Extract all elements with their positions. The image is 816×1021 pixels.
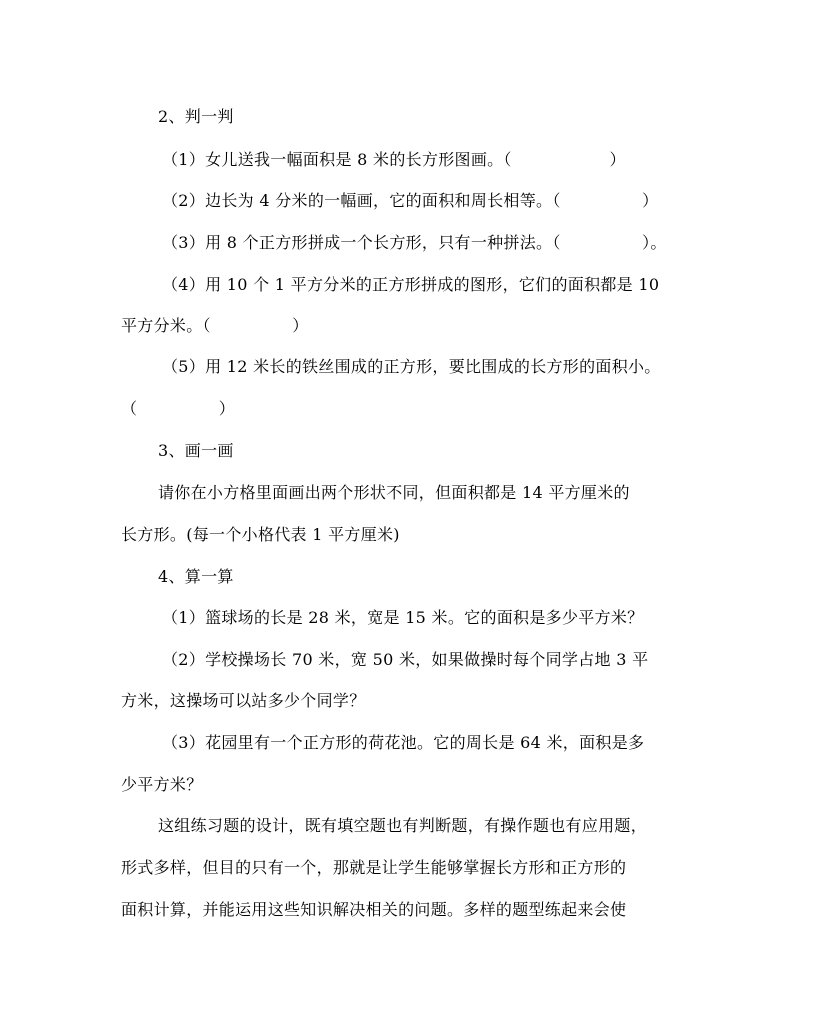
judge-question-5-line-1: （5）用 12 米长的铁丝围成的正方形，要比围成的长方形的面积小。: [162, 357, 661, 376]
draw-question-line-2: 长方形。(每一个小格代表 1 平方厘米): [121, 525, 400, 544]
section-3-heading: 3、画一画: [158, 441, 234, 460]
paragraph-line-1: 这组练习题的设计，既有填空题也有判断题，有操作题也有应用题，: [158, 816, 648, 835]
judge-question-4-line-2: 平方分米。（ ）: [121, 316, 309, 335]
judge-question-4-line-1: （4）用 10 个 1 平方分米的正方形拼成的图形，它们的面积都是 10: [162, 275, 660, 294]
section-2-heading: 2、判一判: [158, 107, 234, 126]
judge-question-2: （2）边长为 4 分米的一幅画，它的面积和周长相等。（ ）: [162, 191, 659, 210]
paragraph-line-2: 形式多样，但目的只有一个，那就是让学生能够掌握长方形和正方形的: [121, 858, 627, 877]
section-4-heading: 4、算一算: [158, 567, 234, 586]
calc-question-2-line-2: 方米，这操场可以站多少个同学？: [121, 691, 366, 710]
judge-question-3: （3）用 8 个正方形拼成一个长方形，只有一种拼法。（ ）。: [162, 233, 667, 252]
draw-question-line-1: 请你在小方格里面画出两个形状不同，但面积都是 14 平方厘米的: [158, 483, 630, 502]
judge-question-1: （1）女儿送我一幅面积是 8 米的长方形图画。（ ）: [162, 150, 626, 169]
calc-question-3-line-1: （3）花园里有一个正方形的荷花池。它的周长是 64 米，面积是多: [162, 733, 645, 752]
judge-question-5-line-2: （ ）: [121, 399, 236, 418]
calc-question-1: （1）篮球场的长是 28 米，宽是 15 米。它的面积是多少平方米？: [162, 608, 644, 627]
paragraph-line-3: 面积计算，并能运用这些知识解决相关的问题。多样的题型练起来会使: [121, 900, 627, 919]
calc-question-2-line-1: （2）学校操场长 70 米，宽 50 米，如果做操时每个同学占地 3 平: [162, 650, 649, 669]
calc-question-3-line-2: 少平方米？: [121, 775, 203, 794]
